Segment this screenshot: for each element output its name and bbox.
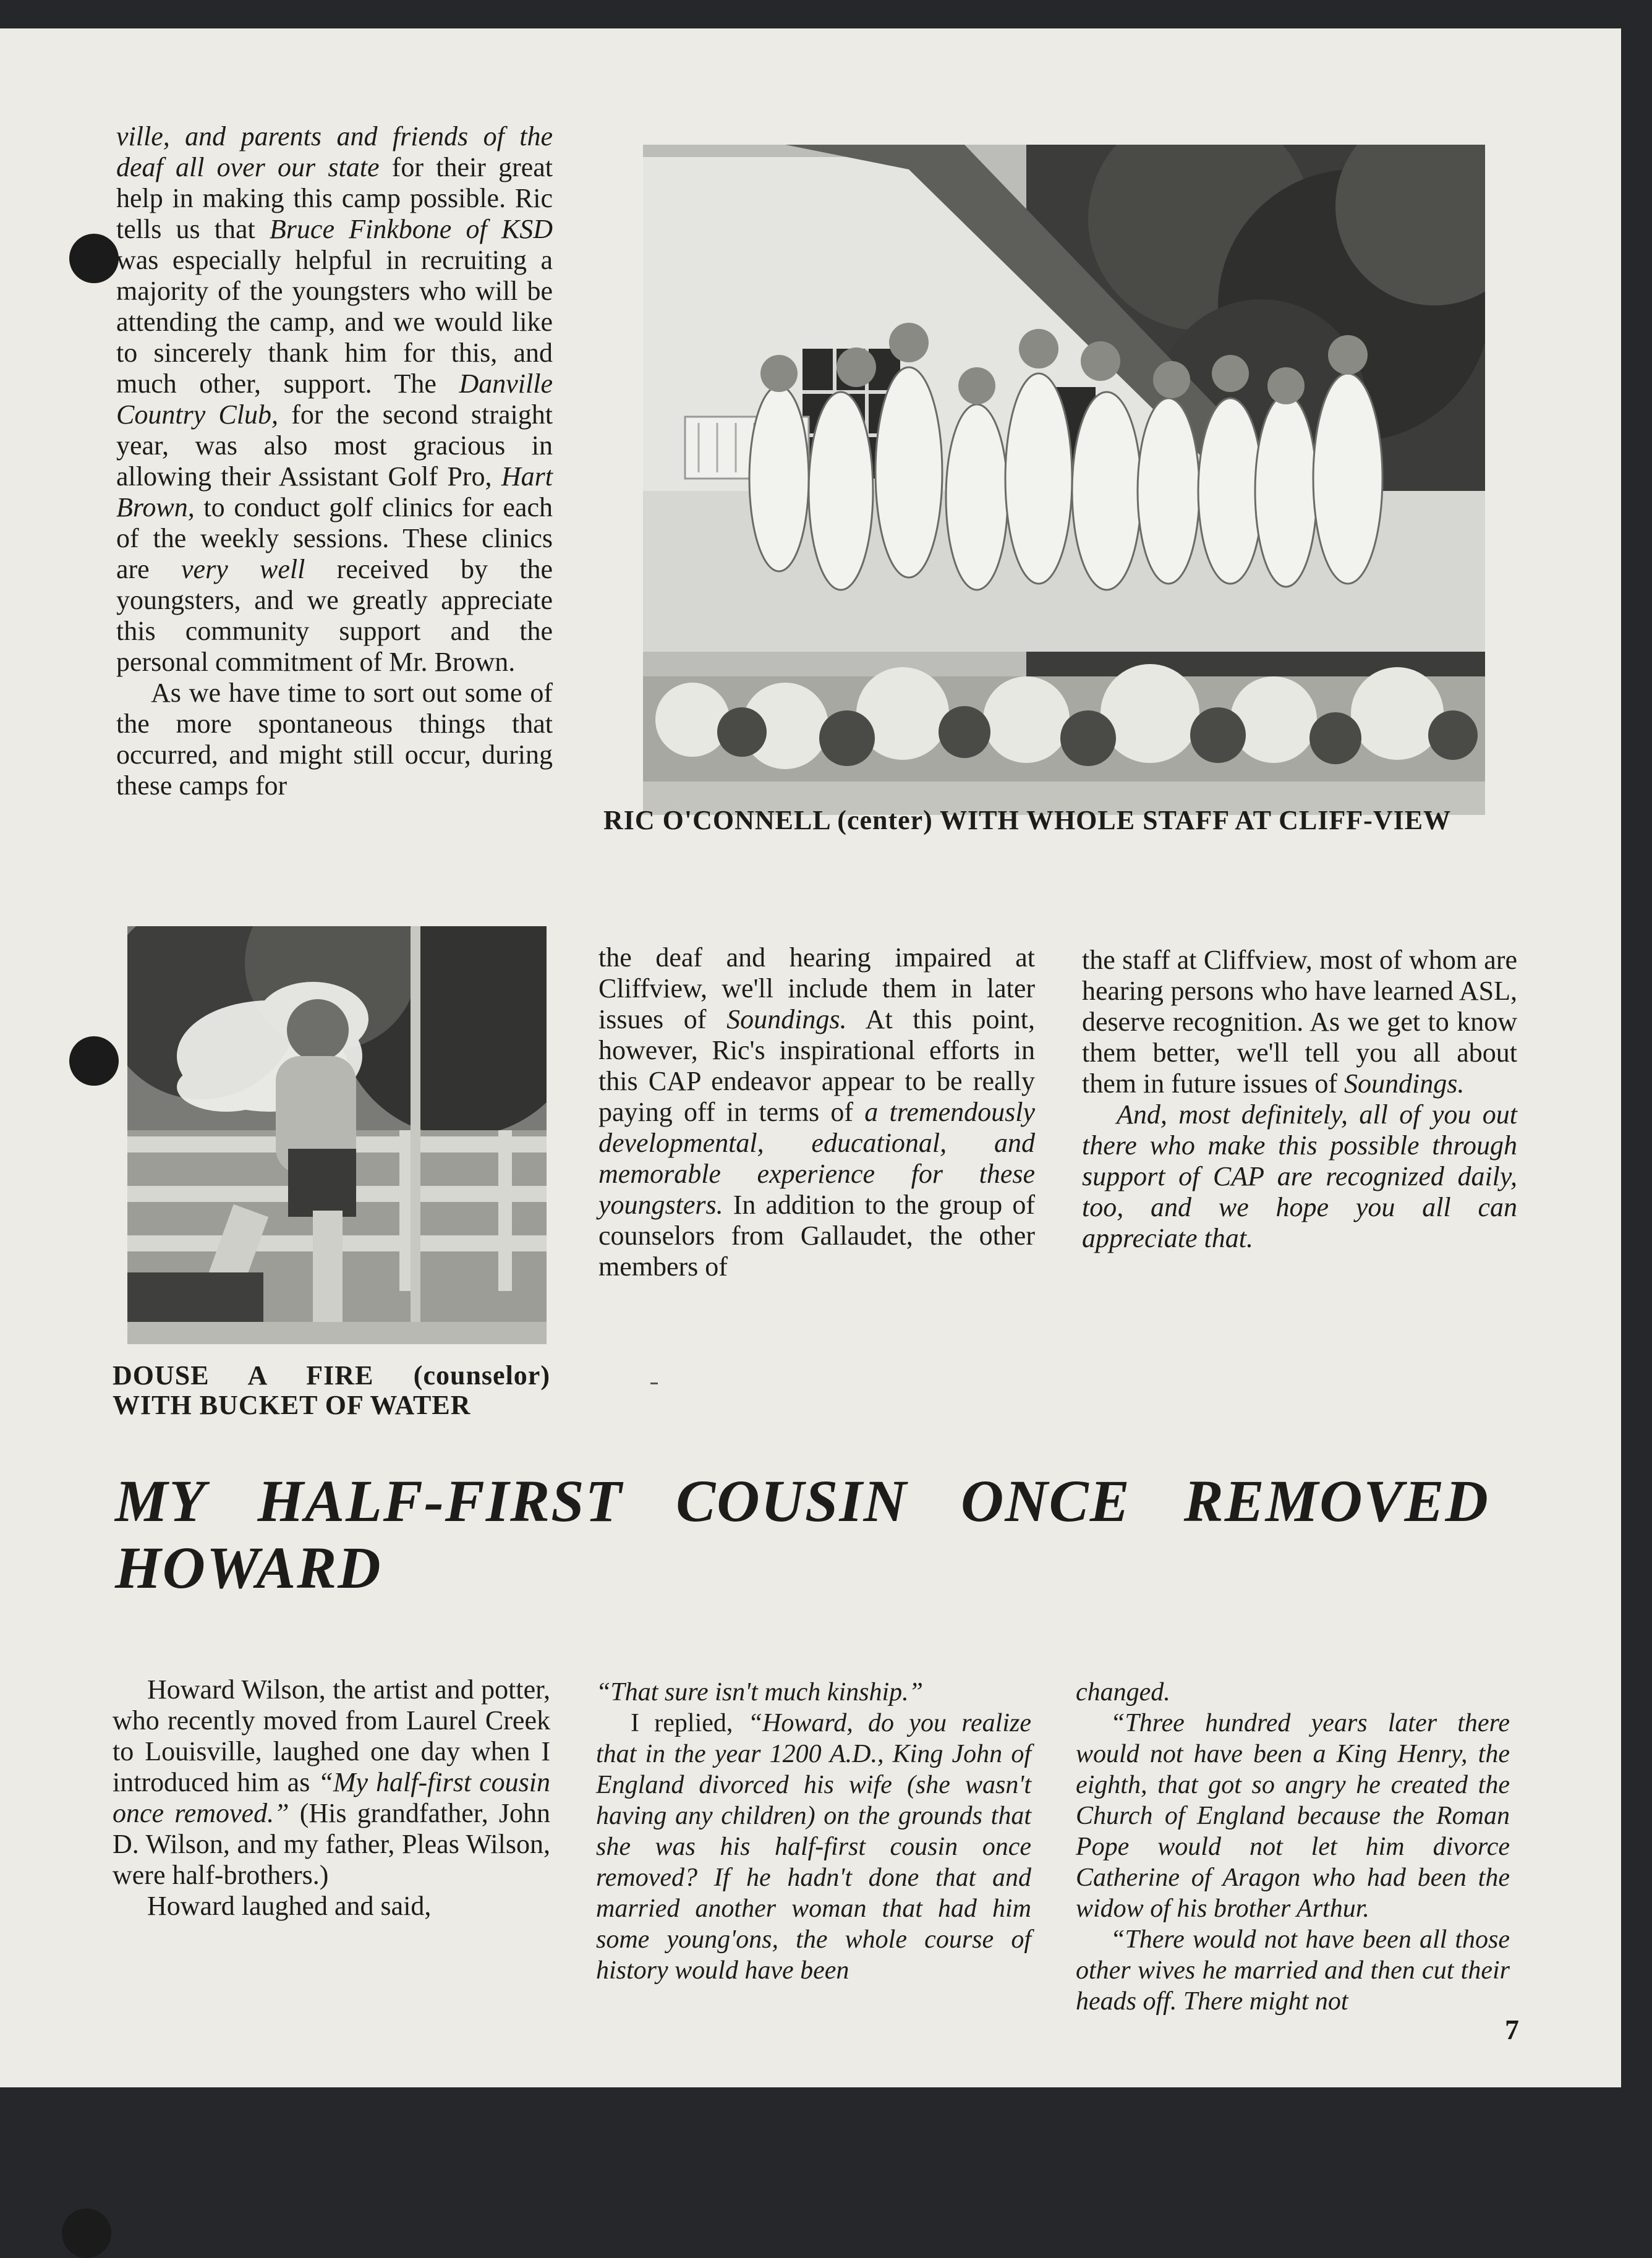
binder-hole-middle xyxy=(69,1036,119,1086)
binder-hole-top xyxy=(69,234,119,283)
text-run: was especially helpful in recruiting a majority of the youngsters who will be attending the camp, and we would like to sincerely thank him for this, and much other, support. The xyxy=(116,245,553,399)
douse-fire-photo xyxy=(127,926,547,1344)
paragraph xyxy=(116,121,553,678)
text-run: Howard laughed and said, xyxy=(147,1891,432,1921)
page-number: 7 xyxy=(1505,2014,1519,2045)
text-run: for their great help in making this camp possible. Ric tells us that xyxy=(116,152,553,244)
staff-photo-caption: RIC O'CONNELL (center) WITH WHOLE STAFF AT CLIFF-VIEW xyxy=(603,805,1452,835)
douse-photo-caption-line2: WITH BUCKET OF WATER xyxy=(113,1390,471,1420)
text-run: As we have time to sort out some of the more spontaneous things that occurred, and might still occur, during these camps for xyxy=(116,678,553,801)
italic-text-run: very well xyxy=(181,554,305,584)
article2-title: MY HALF-FIRST COUSIN ONCE REMOVED HOWARD xyxy=(115,1468,1489,1601)
text-run: At this point, however, Ric's inspirational efforts in this CAP endeavor appear to be really paying off in terms of xyxy=(598,1004,1036,1127)
paragraph xyxy=(598,942,1035,1282)
paragraph xyxy=(113,1674,550,1891)
article2-column-right xyxy=(1076,1677,1510,2017)
italic-text-run: And, most definitely, all of you out there who make this possible through support of CAP are recognized daily, too, and we hope you all can appreciate that. xyxy=(1082,1099,1517,1253)
italic-text-run: a tremendously developmental, educational, and memorable experience for these youngsters. xyxy=(598,1097,1035,1220)
paragraph xyxy=(1076,1677,1510,1708)
italic-text-run: ville, and parents and friends of the deaf all over our state xyxy=(116,121,553,182)
article2-column-middle xyxy=(596,1677,1031,1986)
article1-column-right xyxy=(1082,945,1517,1254)
paragraph xyxy=(1076,1708,1510,1924)
text-run: the deaf and hearing impaired at Cliffview, we'll include them in later issues of xyxy=(598,942,1035,1034)
italic-text-run: changed. xyxy=(1076,1678,1170,1706)
paragraph xyxy=(596,1708,1031,1986)
text-run: In addition to the group of counselors from Gallaudet, the other members of xyxy=(598,1190,1035,1282)
binder-hole-bottom xyxy=(62,2209,111,2258)
text-run: for the second straight year, was also most gracious in allowing their Assistant Golf Pro, xyxy=(116,399,553,492)
text-run: (His grandfather, John D. Wilson, and my father, Pleas Wilson, were half-brothers.) xyxy=(113,1798,550,1890)
text-run: Howard Wilson, the artist and potter, who recently moved from Laurel Creek to Louisville, laughed one day when I introduced him as xyxy=(113,1674,550,1797)
italic-text-run: Bruce Finkbone of KSD xyxy=(269,214,553,244)
douse-photo-caption-line1: DOUSE A FIRE (counselor) xyxy=(113,1360,550,1391)
article2-column-left xyxy=(113,1674,550,1922)
paragraph xyxy=(1082,945,1517,1099)
italic-text-run: Hart Brown, xyxy=(116,461,553,522)
paragraph xyxy=(116,678,553,801)
paragraph xyxy=(113,1891,550,1922)
italic-text-run: “My half-first cousin once removed.” xyxy=(113,1767,550,1828)
text-run: I replied, xyxy=(631,1709,748,1737)
ink-smudge xyxy=(650,1382,658,1384)
italic-text-run: “There would not have been all those other wives he married and then cut their heads off. There might not xyxy=(1076,1925,1510,2016)
italic-text-run: “Howard, do you realize that in the year 1200 A.D., King John of England divorced his wife (she wasn't having any children) on the grounds that she was his half-first cousin once removed? If he hadn't done that and married another woman that had him some young'ons, the whole course of history would have been xyxy=(596,1709,1031,1985)
article1-column-middle xyxy=(598,942,1035,1282)
text-run: received by the youngsters, and we greatly appreciate this community support and the personal commitment of Mr. Brown. xyxy=(116,554,553,677)
italic-text-run: Danville Country Club, xyxy=(116,369,553,430)
text-run: to conduct golf clinics for each of the weekly sessions. These clinics are xyxy=(116,492,553,584)
italic-text-run: Soundings. xyxy=(726,1004,847,1034)
paragraph xyxy=(596,1677,1031,1708)
article1-column-left xyxy=(116,121,553,801)
paragraph xyxy=(1076,1924,1510,2017)
italic-text-run: “Three hundred years later there would not have been a King Henry, the eighth, that got so angry he created the Church of England because the Roman Pope would not let him divorce Catherine of Aragon who had been the widow of his brother Arthur. xyxy=(1076,1709,1510,1923)
italic-text-run: “That sure isn't much kinship.” xyxy=(596,1678,923,1706)
text-run: the staff at Cliffview, most of whom are hearing persons who have learned ASL, deserve recognition. As we get to know them better, we'll tell you all about them in future issues of xyxy=(1082,945,1517,1099)
magazine-page xyxy=(0,28,1621,2087)
italic-text-run: Soundings. xyxy=(1344,1068,1465,1099)
staff-photo xyxy=(643,145,1485,815)
paragraph xyxy=(1082,1099,1517,1254)
